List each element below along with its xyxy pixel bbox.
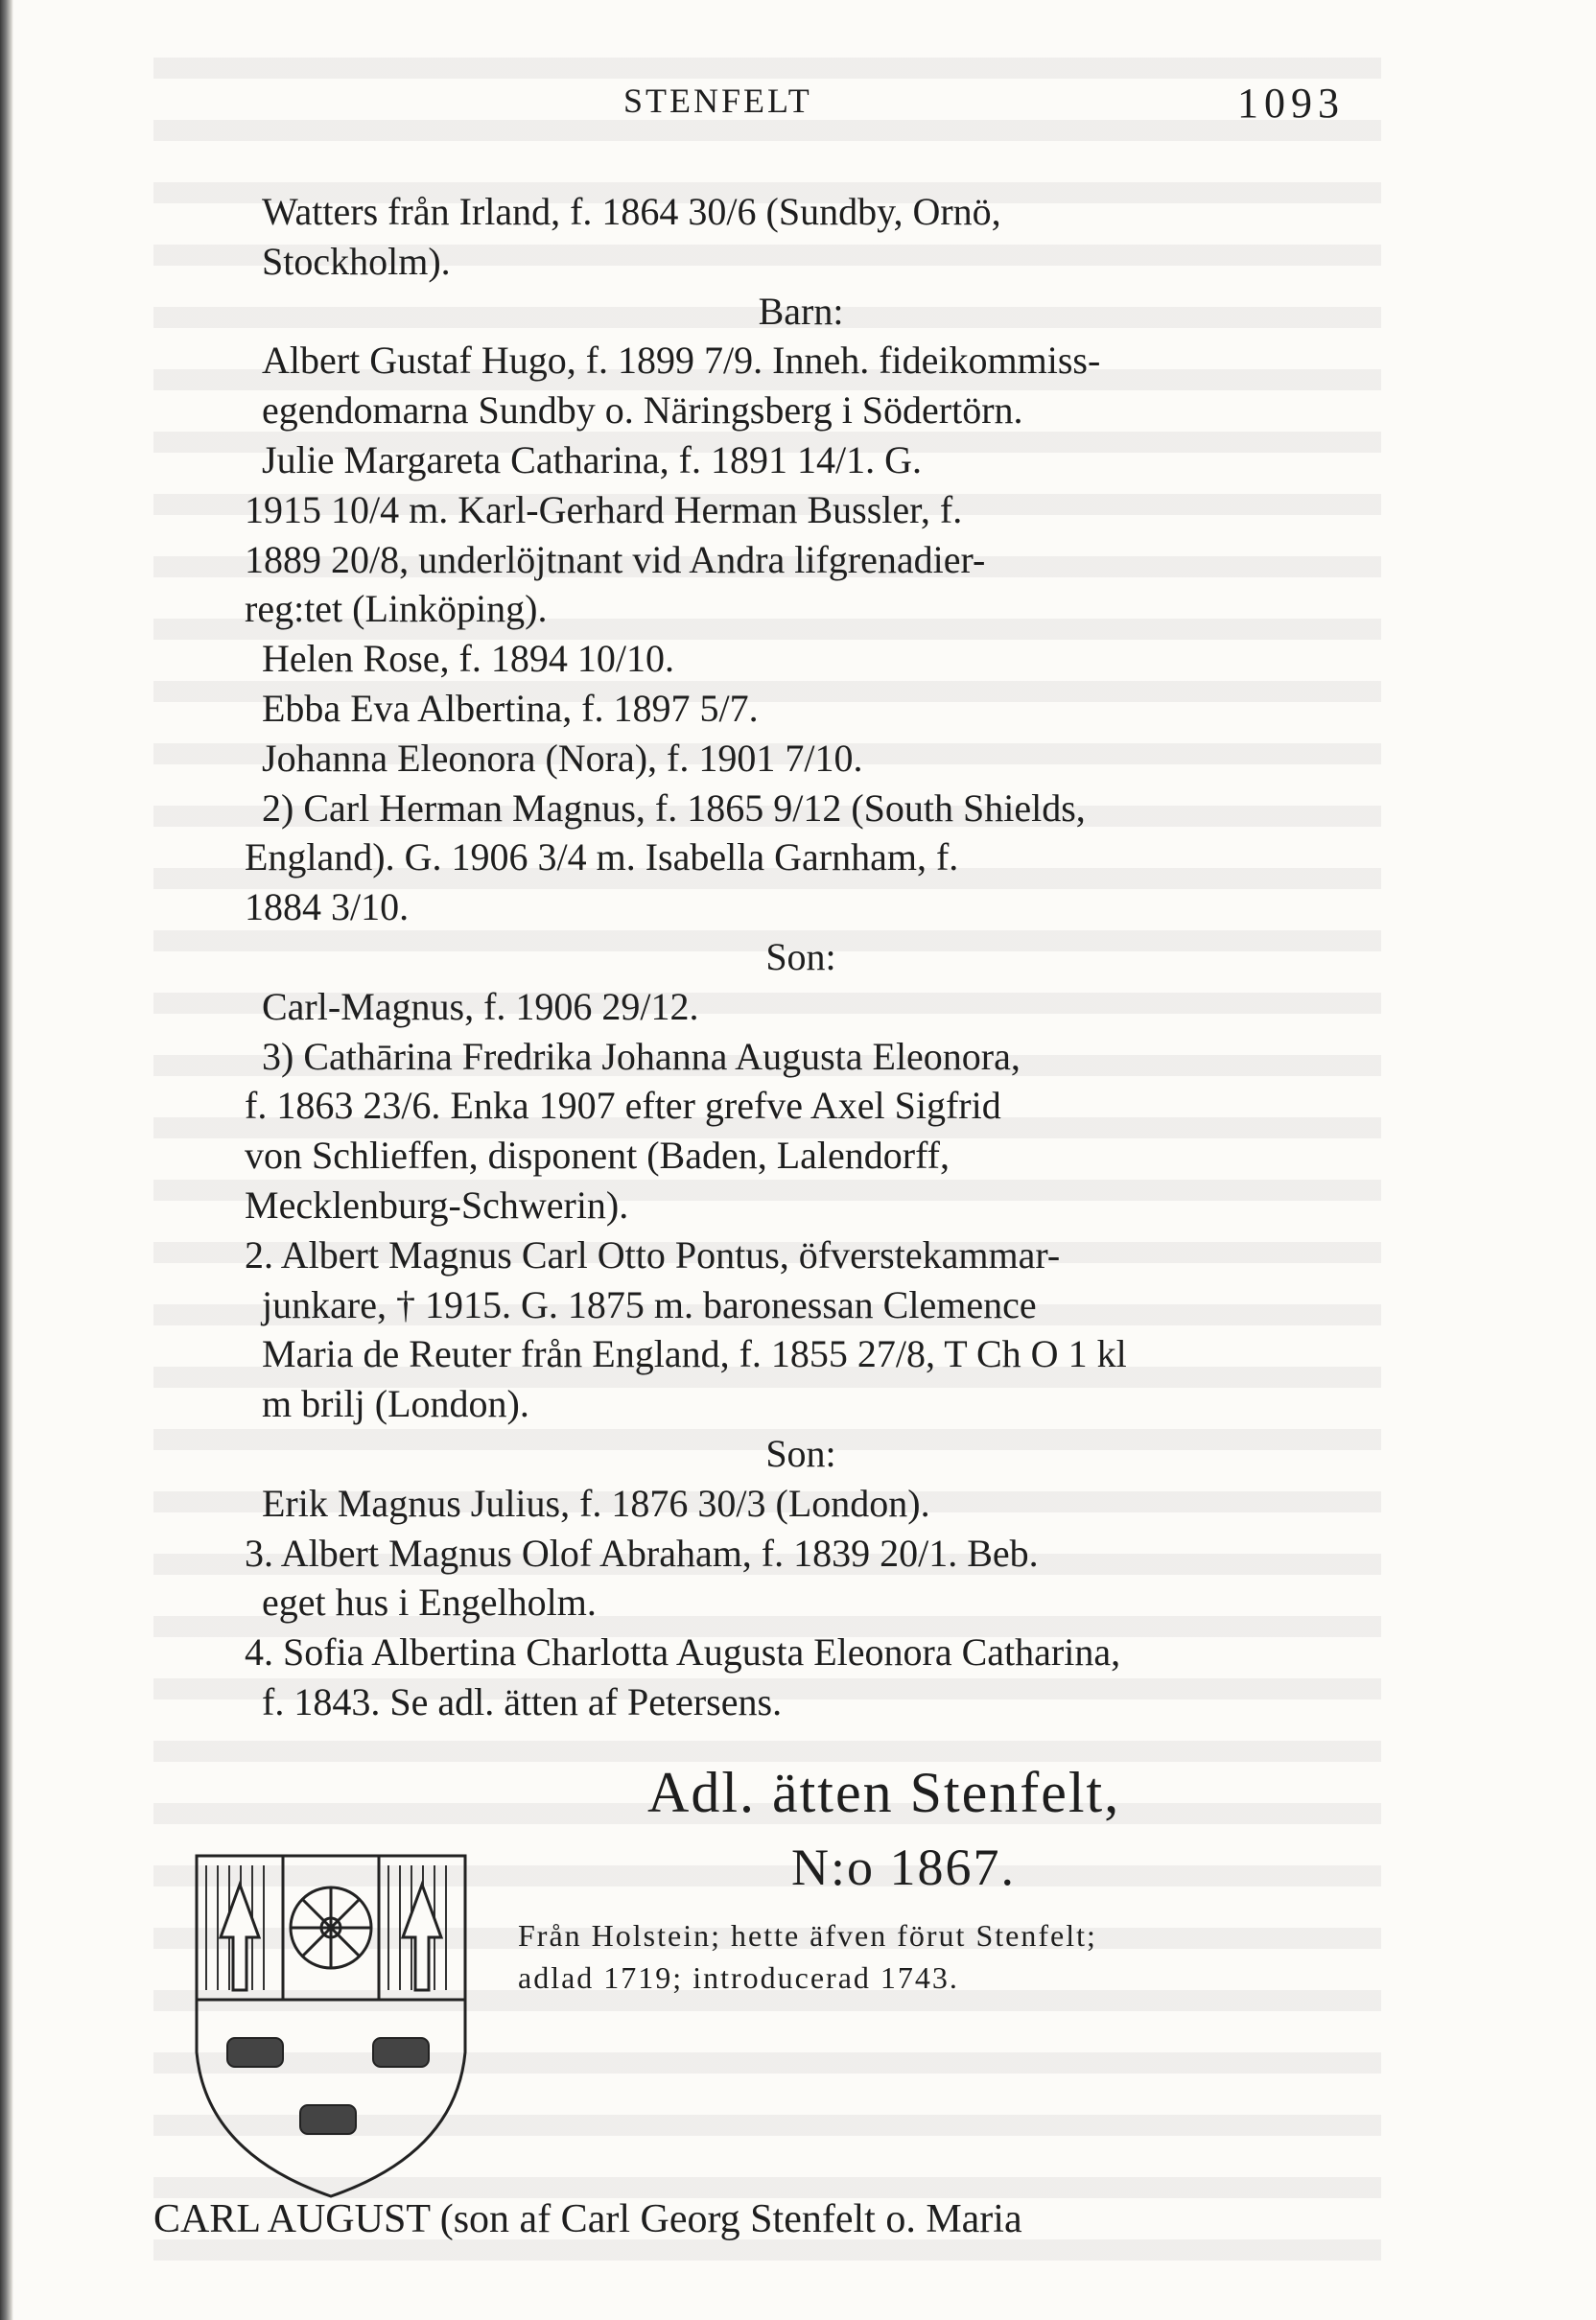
text-line: Mecklenburg-Schwerin). xyxy=(245,1183,629,1227)
text-line: 3. Albert Magnus Olof Abraham, f. 1839 20/1. Beb. xyxy=(245,1531,1039,1575)
text-line: 4. Sofia Albertina Charlotta Augusta Eleonora Catharina, xyxy=(245,1630,1121,1675)
family-number: N:o 1867. xyxy=(791,1839,1016,1896)
text-line: f. 1863 23/6. Enka 1907 efter grefve Axel Sigfrid xyxy=(245,1084,1001,1128)
text-line: Son: xyxy=(765,934,836,978)
text-line: junkare, † 1915. G. 1875 m. baronessan Clemence xyxy=(262,1282,1037,1326)
page-edge xyxy=(0,0,13,2320)
text-line: 2) Carl Herman Magnus, f. 1865 9/12 (South Shields, xyxy=(262,785,1086,830)
family-origin-note-1: Från Holstein; hette äfven förut Stenfelt; xyxy=(518,1918,1097,1953)
family-origin-note-2: adlad 1719; introducerad 1743. xyxy=(518,1960,959,1995)
text-line: Helen Rose, f. 1894 10/10. xyxy=(262,637,674,681)
text-line: Albert Gustaf Hugo, f. 1899 7/9. Inneh. fideikommiss- xyxy=(262,339,1101,383)
text-line: Carl-Magnus, f. 1906 29/12. xyxy=(262,984,699,1028)
text-line: 1889 20/8, underlöjtnant vid Andra lifgrenadier- xyxy=(245,537,986,581)
text-line: egendomarna Sundby o. Näringsberg i Södertörn. xyxy=(262,388,1023,433)
text-line: England). G. 1906 3/4 m. Isabella Garnham, f. xyxy=(245,835,959,879)
text-line: Johanna Eleonora (Nora), f. 1901 7/10. xyxy=(262,736,863,780)
text-line: Ebba Eva Albertina, f. 1897 5/7. xyxy=(262,686,759,730)
text-line: eget hus i Engelholm. xyxy=(262,1581,597,1625)
running-title: STENFELT xyxy=(623,82,812,120)
text-line: 2. Albert Magnus Carl Otto Pontus, öfverstekammar- xyxy=(245,1232,1061,1277)
text-line: von Schlieffen, disponent (Baden, Lalendorff, xyxy=(245,1134,950,1178)
coat-of-arms-icon xyxy=(168,1846,494,2211)
genealogy-text xyxy=(245,187,1357,1727)
text-line: Erik Magnus Julius, f. 1876 30/3 (London). xyxy=(262,1481,930,1525)
text-line: Stockholm). xyxy=(262,239,451,283)
text-line: Maria de Reuter från England, f. 1855 27/8, T Ch O 1 kl xyxy=(262,1332,1127,1376)
text-line: Watters från Irland, f. 1864 30/6 (Sundby, Ornö, xyxy=(262,190,1001,233)
page-number: 1093 xyxy=(1237,80,1345,127)
text-line: 1884 3/10. xyxy=(245,885,410,929)
text-line: 3) Cathārina Fredrika Johanna Augusta Eleonora, xyxy=(262,1034,1021,1078)
text-line: Son: xyxy=(765,1431,836,1475)
page-header xyxy=(0,71,1596,138)
text-line: f. 1843. Se adl. ätten af Petersens. xyxy=(262,1679,783,1723)
text-line: Julie Margareta Catharina, f. 1891 14/1. G. xyxy=(262,437,922,481)
text-line: m brilj (London). xyxy=(262,1382,529,1426)
family-heading xyxy=(518,1760,1381,1999)
text-line: reg:tet (Linköping). xyxy=(245,587,548,631)
text-line: Barn: xyxy=(758,289,844,333)
family-title: Adl. ätten Stenfelt, xyxy=(647,1761,1121,1824)
final-line: CARL AUGUST (son af Carl Georg Stenfelt o. Maria xyxy=(153,2197,1022,2241)
text-line: 1915 10/4 m. Karl-Gerhard Herman Bussler, f. xyxy=(245,487,963,531)
